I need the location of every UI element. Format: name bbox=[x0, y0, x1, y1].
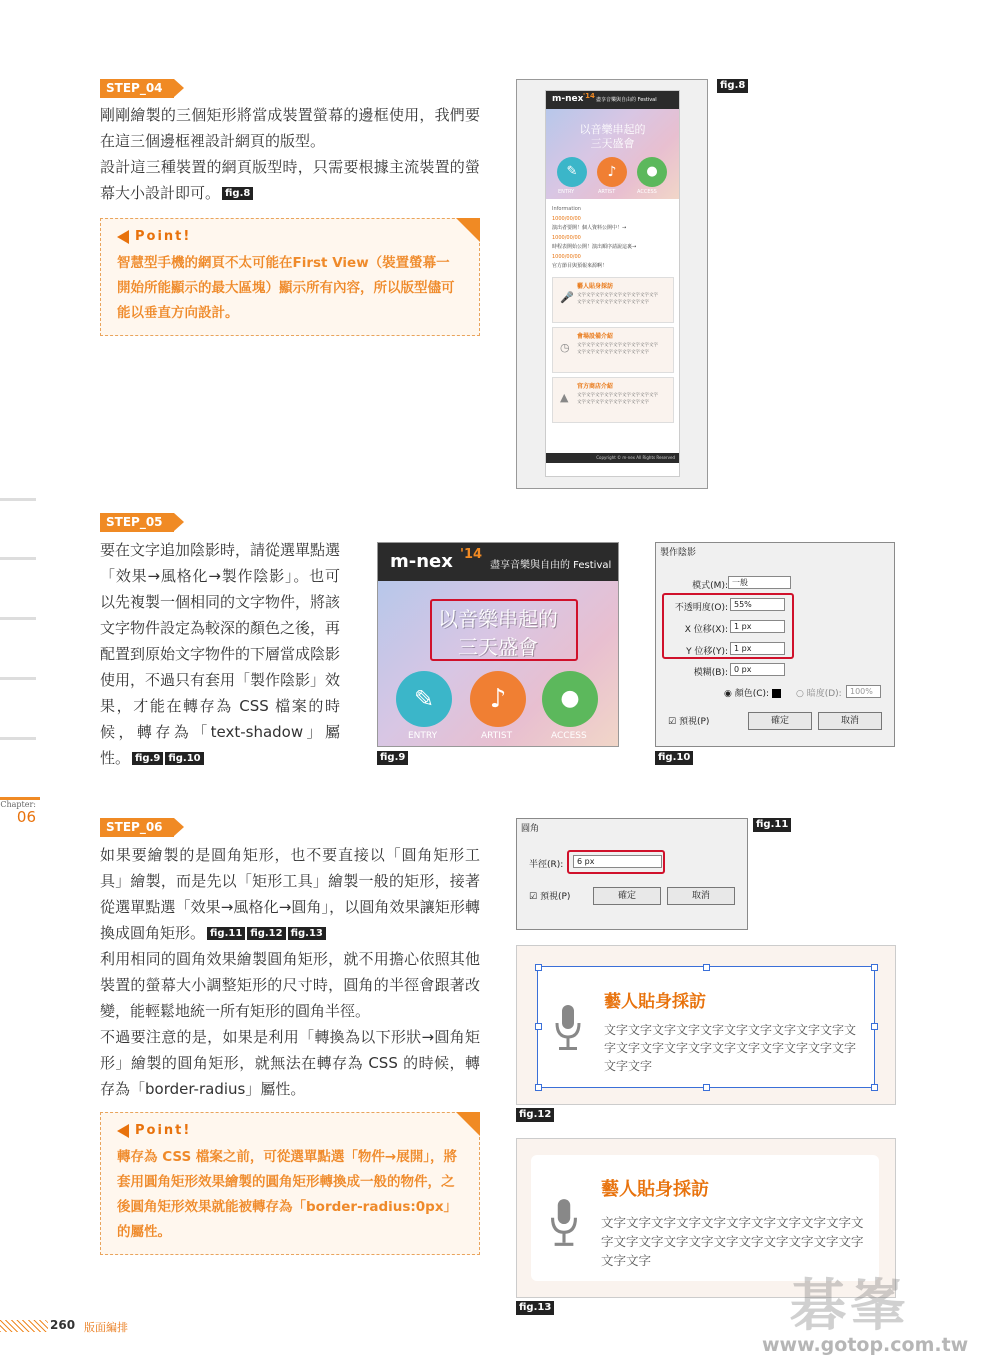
darkness-input[interactable]: 100% bbox=[846, 685, 881, 698]
darkness-label: 暗度(D): bbox=[806, 689, 842, 699]
preview-checkbox[interactable]: ☑ 預視(P) bbox=[668, 717, 710, 727]
phone-festival: 盡享音樂與自由的 Festival bbox=[596, 97, 657, 103]
speaker-icon bbox=[117, 1124, 129, 1138]
phone-icon-label: ENTRY bbox=[558, 189, 575, 195]
point-corner bbox=[456, 218, 480, 242]
handle[interactable] bbox=[871, 964, 878, 971]
info-line: 1000/00/00 bbox=[552, 253, 581, 260]
fig9-image bbox=[377, 542, 619, 747]
side-tick bbox=[0, 557, 36, 560]
phone-footer bbox=[546, 453, 679, 463]
dialog-highlight bbox=[662, 593, 794, 659]
artist-icon: ♪ bbox=[470, 671, 526, 727]
phone-header bbox=[546, 91, 679, 109]
fig11-label: fig.11 bbox=[753, 818, 791, 832]
entry-icon: ✎ bbox=[557, 157, 587, 187]
point-title-text: Point! bbox=[135, 229, 192, 244]
card-title: 藝人貼身採訪 bbox=[601, 1179, 709, 1200]
fig9-headline-1: 以音樂串起的 bbox=[438, 607, 558, 631]
point-box-1 bbox=[100, 218, 480, 336]
point-title bbox=[117, 229, 191, 244]
point-text: 智慧型手機的網頁不太可能在First View（裝置螢幕一開始所能顯示的最大區塊）顯示所有內容，所以版型儘可能以垂直方向設計。 bbox=[117, 255, 455, 321]
opacity-input[interactable]: 55% bbox=[730, 598, 785, 611]
opacity-label: 不透明度(O): bbox=[674, 603, 728, 613]
microphone-icon bbox=[554, 1003, 582, 1053]
side-tick bbox=[0, 617, 36, 620]
point-title bbox=[117, 1123, 191, 1138]
section-name: 版面編排 bbox=[84, 1321, 128, 1334]
fig8-label: fig.8 bbox=[717, 79, 748, 93]
y-offset-label: Y 位移(Y): bbox=[686, 647, 728, 657]
shirt-icon: ▲ bbox=[560, 391, 569, 404]
info-line: 官方節目與預報來源啊！ bbox=[552, 263, 608, 269]
info-line: 1000/00/00 bbox=[552, 234, 581, 241]
handle[interactable] bbox=[871, 1023, 878, 1030]
fig-ref: fig.9 bbox=[132, 752, 163, 765]
phone-logo: m-nex bbox=[552, 94, 584, 104]
darkness-option[interactable]: ○ 暗度(D): bbox=[796, 689, 842, 699]
step04-text bbox=[100, 102, 480, 206]
card-text: 文字文字文字文字文字文字文字文字文字文字文字文字文字文字文字文字文字文字文字文字文字文字文字 bbox=[604, 1023, 857, 1073]
phone-headline-1: 以音樂串起的 bbox=[579, 123, 646, 136]
mode-select[interactable]: 一般 bbox=[728, 576, 791, 589]
fig10-label: fig.10 bbox=[655, 751, 693, 765]
fig9-icon-label: ACCESS bbox=[551, 731, 587, 741]
phone-card-text: 文字文字文字文字文字文字文字文字文字文字文字文字文字文字文字文字文字 bbox=[577, 343, 658, 355]
step04-p1: 剛剛繪製的三個矩形將當成裝置螢幕的邊框使用，我們要在這三個邊框裡設計網頁的版型。 bbox=[100, 106, 480, 150]
fig12-card bbox=[516, 945, 896, 1105]
preview-label: 預視(P) bbox=[539, 892, 571, 902]
phone-headline-2: 三天盛會 bbox=[590, 137, 635, 150]
fig-ref: fig.13 bbox=[288, 927, 326, 940]
access-icon: ● bbox=[542, 671, 598, 727]
info-line: 演出者要開！個人資料公開中！→ bbox=[552, 225, 627, 231]
x-offset-label: X 位移(X): bbox=[684, 625, 728, 635]
step04-p2 bbox=[100, 154, 480, 206]
color-option[interactable]: ◉ 顏色(C): bbox=[724, 686, 781, 699]
fig9-highlight bbox=[430, 599, 578, 661]
fig13-label: fig.13 bbox=[516, 1301, 554, 1315]
fig9-label: fig.9 bbox=[377, 751, 408, 765]
step05-p bbox=[100, 537, 340, 771]
fig9-logo-num: '14 bbox=[460, 547, 483, 562]
x-offset-input[interactable]: 1 px bbox=[730, 620, 785, 633]
preview-checkbox[interactable]: ☑ 預視(P) bbox=[529, 892, 571, 902]
chapter-marker bbox=[0, 797, 40, 825]
point-corner bbox=[456, 1112, 480, 1136]
phone-footer-text: Copyright © m-nex All Rights Reserved bbox=[596, 455, 675, 460]
step06-text bbox=[100, 842, 480, 1102]
y-offset-input[interactable]: 1 px bbox=[730, 642, 785, 655]
mic-icon: 🎤 bbox=[560, 291, 574, 304]
step04-p2-text: 設計這三種裝置的網頁版型時，只需要根據主流裝置的螢幕大小設計即可。 bbox=[100, 158, 480, 202]
radius-input[interactable]: 6 px bbox=[573, 855, 662, 868]
phone-card-text: 文字文字文字文字文字文字文字文字文字文字文字文字文字文字文字文字文字 bbox=[577, 393, 658, 405]
step06-p2: 利用相同的圓角效果繪製圓角矩形，就不用擔心依照其他裝置的螢幕大小調整矩形的尺寸時，圓角的半徑會跟著改變，能輕鬆地統一所有矩形的圓角半徑。 bbox=[100, 950, 480, 1020]
step05-label: STEP_05 bbox=[100, 513, 174, 532]
clock-icon: ◷ bbox=[560, 341, 570, 354]
phone-card-title: 官方商店介紹 bbox=[577, 383, 614, 390]
watermark-logo: 碁峯 bbox=[790, 1274, 910, 1339]
handle[interactable] bbox=[535, 964, 542, 971]
step05-text bbox=[100, 537, 340, 771]
handle[interactable] bbox=[535, 1023, 542, 1030]
blur-input[interactable]: 0 px bbox=[730, 663, 785, 676]
color-swatch[interactable] bbox=[772, 689, 781, 698]
step06-p1 bbox=[100, 842, 480, 946]
fig9-logo: m-nex bbox=[390, 551, 453, 572]
fig9-headline-2: 三天盛會 bbox=[458, 635, 538, 659]
shadow-dialog bbox=[655, 542, 895, 747]
point-box-2 bbox=[100, 1112, 480, 1255]
fig9-header bbox=[378, 543, 618, 581]
cancel-button[interactable]: 取消 bbox=[818, 712, 882, 730]
selection-box bbox=[537, 966, 875, 1088]
phone-icon-label: ARTIST bbox=[598, 189, 616, 195]
phone-card-title: 藝人貼身採訪 bbox=[577, 283, 614, 290]
phone-card bbox=[552, 327, 674, 373]
color-label: 顏色(C): bbox=[734, 689, 770, 699]
fig8-phone-frame bbox=[516, 79, 708, 489]
footer-hatch bbox=[0, 1320, 48, 1332]
page-number: 260 bbox=[50, 1318, 76, 1332]
phone-card bbox=[552, 377, 674, 423]
watermark-url: www.gotop.com.tw bbox=[762, 1334, 969, 1356]
chapter-number: 06 bbox=[16, 808, 36, 826]
step06-label: STEP_06 bbox=[100, 818, 174, 837]
step04-label: STEP_04 bbox=[100, 79, 174, 98]
phone-info bbox=[552, 205, 674, 272]
point-title-text: Point! bbox=[135, 1123, 192, 1138]
cancel-button[interactable]: 取消 bbox=[667, 887, 735, 905]
round-corner-dialog bbox=[516, 818, 748, 930]
blur-label: 模糊(B): bbox=[693, 668, 728, 678]
phone-card-text: 文字文字文字文字文字文字文字文字文字文字文字文字文字文字文字文字文字 bbox=[577, 293, 658, 305]
fig9-icon-label: ENTRY bbox=[408, 731, 438, 741]
fig-ref: fig.10 bbox=[165, 752, 203, 765]
side-tick bbox=[0, 498, 36, 501]
artist-icon: ♪ bbox=[597, 157, 627, 187]
card-text: 文字文字文字文字文字文字文字文字文字文字文字文字文字文字文字文字文字文字文字文字文字文字文字 bbox=[601, 1215, 864, 1268]
dialog-title: 圓角 bbox=[521, 824, 540, 834]
speaker-icon bbox=[117, 230, 129, 244]
phone-logo-num: '14 bbox=[583, 92, 595, 100]
info-title: Information bbox=[552, 206, 581, 212]
fig9-festival: 盡享音樂與自由的 Festival bbox=[490, 560, 612, 571]
side-tick bbox=[0, 677, 36, 680]
phone-icon-label: ACCESS bbox=[637, 189, 657, 195]
step05-p-text: 要在文字追加陰影時，請從選單點選「效果→風格化→製作陰影」。也可以先複製一個相同的文字物件，將該文字物件設定為較深的顏色之後，再配置到原始文字物件的下層當成陰影使用，不過只有套用「製作陰影」效果，才能在轉存為 CSS 檔案的時候，轉存為「text-shadow」屬性。 bbox=[100, 541, 341, 767]
radius-label: 半徑(R): bbox=[529, 860, 564, 870]
phone-screen bbox=[545, 90, 680, 477]
fig9-hero bbox=[378, 581, 618, 746]
fig-ref: fig.12 bbox=[247, 927, 285, 940]
access-icon: ● bbox=[637, 157, 667, 187]
phone-hero bbox=[546, 109, 679, 199]
microphone-icon bbox=[549, 1197, 579, 1249]
entry-icon: ✎ bbox=[396, 671, 452, 727]
chapter-label: Chapter: bbox=[0, 800, 36, 809]
mode-label: 模式(M): bbox=[692, 581, 728, 591]
info-line: 時程表開始公開！演出順序請說這裏→ bbox=[552, 244, 637, 250]
handle[interactable] bbox=[535, 1084, 542, 1091]
handle[interactable] bbox=[703, 1084, 710, 1091]
info-line: 1000/00/00 bbox=[552, 215, 581, 222]
point-text: 轉存為 CSS 檔案之前，可從選單點選「物件→展開」，將套用圓角矩形效果繪製的圓角矩形轉換成一般的物件，之後圓角矩形效果就能被轉存為「border-radius:0px」的屬性。 bbox=[117, 1149, 458, 1240]
fig12-label: fig.12 bbox=[516, 1108, 554, 1122]
fig9-icon-label: ARTIST bbox=[481, 731, 513, 741]
fig-ref: fig.8 bbox=[222, 187, 253, 200]
phone-card bbox=[552, 277, 674, 323]
dialog-title: 製作陰影 bbox=[660, 548, 697, 558]
ok-button[interactable]: 確定 bbox=[593, 887, 661, 905]
preview-label: 預視(P) bbox=[678, 717, 710, 727]
handle[interactable] bbox=[703, 964, 710, 971]
dialog-highlight bbox=[567, 850, 665, 874]
phone-card-title: 會場設備介紹 bbox=[577, 333, 614, 340]
ok-button[interactable]: 確定 bbox=[748, 712, 812, 730]
handle[interactable] bbox=[871, 1084, 878, 1091]
side-tick bbox=[0, 737, 36, 740]
step06-p1-text: 如果要繪製的是圓角矩形，也不要直接以「圓角矩形工具」繪製，而是先以「矩形工具」繪製一般的矩形，接著從選單點選「效果→風格化→圓角」，以圓角效果讓矩形轉換成圓角矩形。 bbox=[100, 846, 480, 942]
step06-p3: 不過要注意的是，如果是利用「轉換為以下形狀→圓角矩形」繪製的圓角矩形，就無法在轉存為 CSS 的時候，轉存為「border-radius」屬性。 bbox=[100, 1028, 480, 1098]
fig-ref: fig.11 bbox=[207, 927, 245, 940]
card-title: 藝人貼身採訪 bbox=[604, 992, 706, 1012]
